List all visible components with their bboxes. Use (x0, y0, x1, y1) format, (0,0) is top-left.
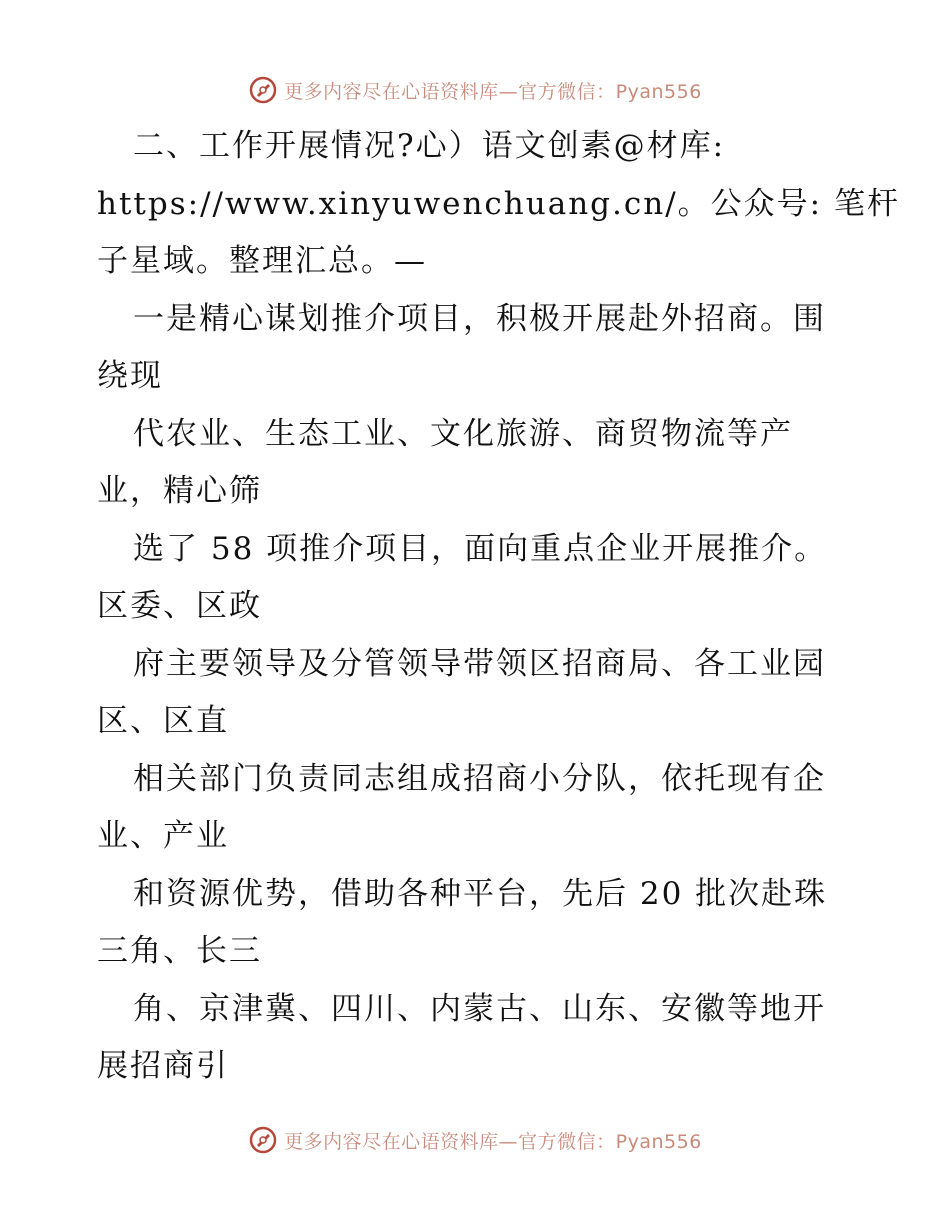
body-line: 子星域。整理汇总。— (97, 243, 427, 279)
brand-logo-icon (248, 75, 278, 105)
watermark-text: 更多内容尽在心语资料库—官方微信：Pyan556 (284, 1130, 702, 1153)
body-line: 相关部门负责同志组成招商小分队，依托现有企 (133, 760, 826, 797)
body-line: 业，精心筛 (97, 473, 262, 509)
body-line: 代农业、生态工业、文化旅游、商贸物流等产 (133, 415, 793, 452)
body-line: 区、区直 (97, 703, 229, 739)
body-line: 二、工作开展情况?心）语文创素@材库: (133, 128, 726, 164)
body-line: 一是精心谋划推介项目，积极开展赴外招商。围 (133, 300, 826, 337)
body-line: 府主要领导及分管领导带领区招商局、各工业园 (133, 645, 826, 682)
body-line: 区委、区政 (97, 588, 262, 624)
body-line: 三角、长三 (97, 933, 262, 969)
body-line: https://www.xinyuwenchuang.cn/。公众号: 笔杆 (97, 185, 900, 222)
body-line: 角、京津冀、四川、内蒙古、山东、安徽等地开 (133, 990, 826, 1027)
document-body (97, 118, 900, 1096)
body-line: 业、产业 (97, 818, 229, 854)
footer-watermark (0, 1120, 950, 1160)
body-line: 和资源优势，借助各种平台，先后 20 批次赴珠 (133, 875, 828, 912)
body-line: 选了 58 项推介项目，面向重点企业开展推介。 (133, 530, 828, 567)
watermark-text: 更多内容尽在心语资料库—官方微信：Pyan556 (284, 80, 702, 103)
brand-logo-icon (248, 1125, 278, 1155)
header-watermark (0, 70, 950, 110)
body-line: 展招商引 (97, 1048, 229, 1084)
body-line: 绕现 (97, 358, 163, 394)
